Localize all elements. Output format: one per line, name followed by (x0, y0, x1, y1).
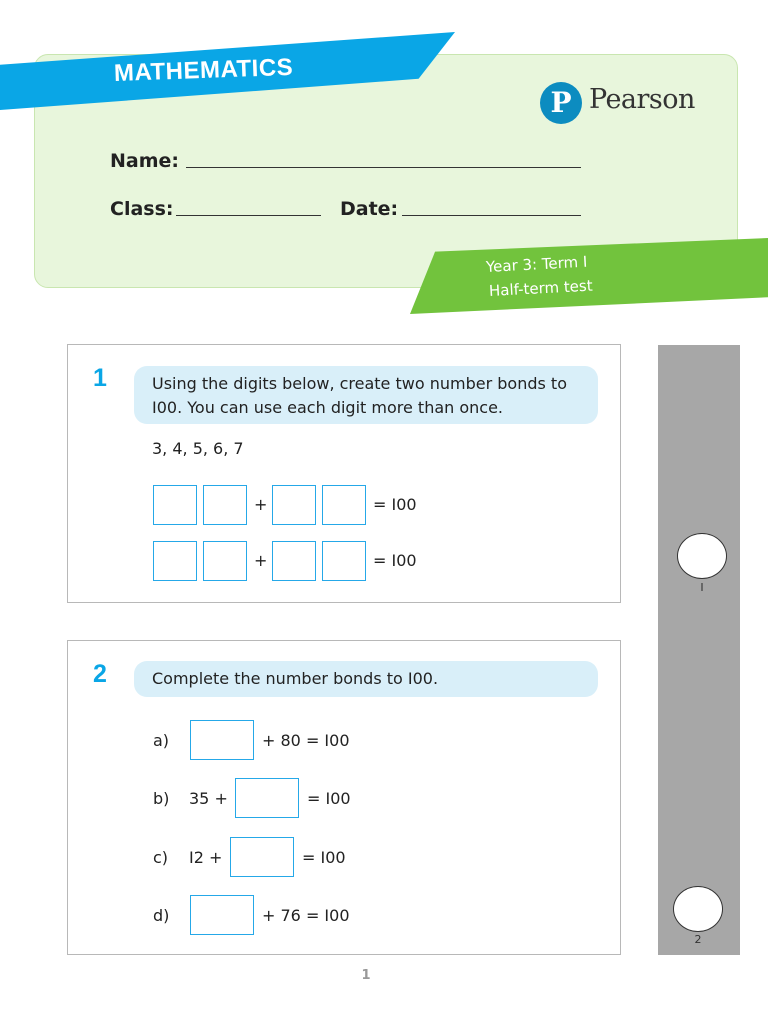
part-b-prefix: 35 + (189, 789, 228, 808)
class-label: Class: (110, 198, 174, 220)
name-field[interactable] (186, 167, 581, 168)
term-tag-line1: Year 3: Term I (485, 252, 588, 276)
question-1-prompt: Using the digits below, create two number bonds to I00. You can use each digit more than once. (134, 366, 598, 424)
name-label: Name: (110, 150, 180, 172)
equals-100: = I00 (373, 551, 417, 570)
pearson-logo-text: Pearson (589, 84, 695, 115)
answer-box[interactable] (322, 541, 366, 581)
part-c-equation: = I00 (302, 848, 346, 867)
part-c-answer-box[interactable] (230, 837, 294, 877)
equals-100: = I00 (373, 495, 417, 514)
plus-sign: + (254, 551, 268, 570)
part-c-prefix: I2 + (189, 848, 223, 867)
part-c-label: c) (153, 848, 169, 867)
mark-number-1: I (700, 581, 704, 594)
date-label: Date: (340, 198, 399, 220)
answer-box[interactable] (153, 541, 197, 581)
pearson-logo-icon: P (540, 82, 582, 124)
answer-box[interactable] (322, 485, 366, 525)
class-field[interactable] (176, 215, 321, 216)
question-1-digits: 3, 4, 5, 6, 7 (152, 439, 244, 458)
part-a-equation: + 80 = I00 (262, 731, 350, 750)
term-tag-line2: Half-term test (488, 276, 594, 300)
marking-margin (658, 345, 740, 955)
part-b-answer-box[interactable] (235, 778, 299, 818)
answer-box[interactable] (272, 485, 316, 525)
part-b-label: b) (153, 789, 170, 808)
mark-number-2: 2 (694, 933, 702, 946)
answer-box[interactable] (203, 541, 247, 581)
answer-box[interactable] (203, 485, 247, 525)
question-2-prompt: Complete the number bonds to I00. (134, 661, 598, 697)
part-a-answer-box[interactable] (190, 720, 254, 760)
answer-box[interactable] (272, 541, 316, 581)
part-b-equation: = I00 (307, 789, 351, 808)
mark-circle-2[interactable] (673, 886, 723, 932)
date-field[interactable] (402, 215, 581, 216)
answer-box[interactable] (153, 485, 197, 525)
plus-sign: + (254, 495, 268, 514)
part-d-answer-box[interactable] (190, 895, 254, 935)
part-d-label: d) (153, 906, 170, 925)
part-a-label: a) (153, 731, 170, 750)
question-1-number: 1 (93, 364, 107, 392)
question-2-number: 2 (93, 660, 107, 688)
mark-circle-1[interactable] (677, 533, 727, 579)
subject-title: MATHEMATICS (113, 53, 294, 87)
page-number: 1 (361, 968, 371, 983)
part-d-equation: + 76 = I00 (262, 906, 350, 925)
